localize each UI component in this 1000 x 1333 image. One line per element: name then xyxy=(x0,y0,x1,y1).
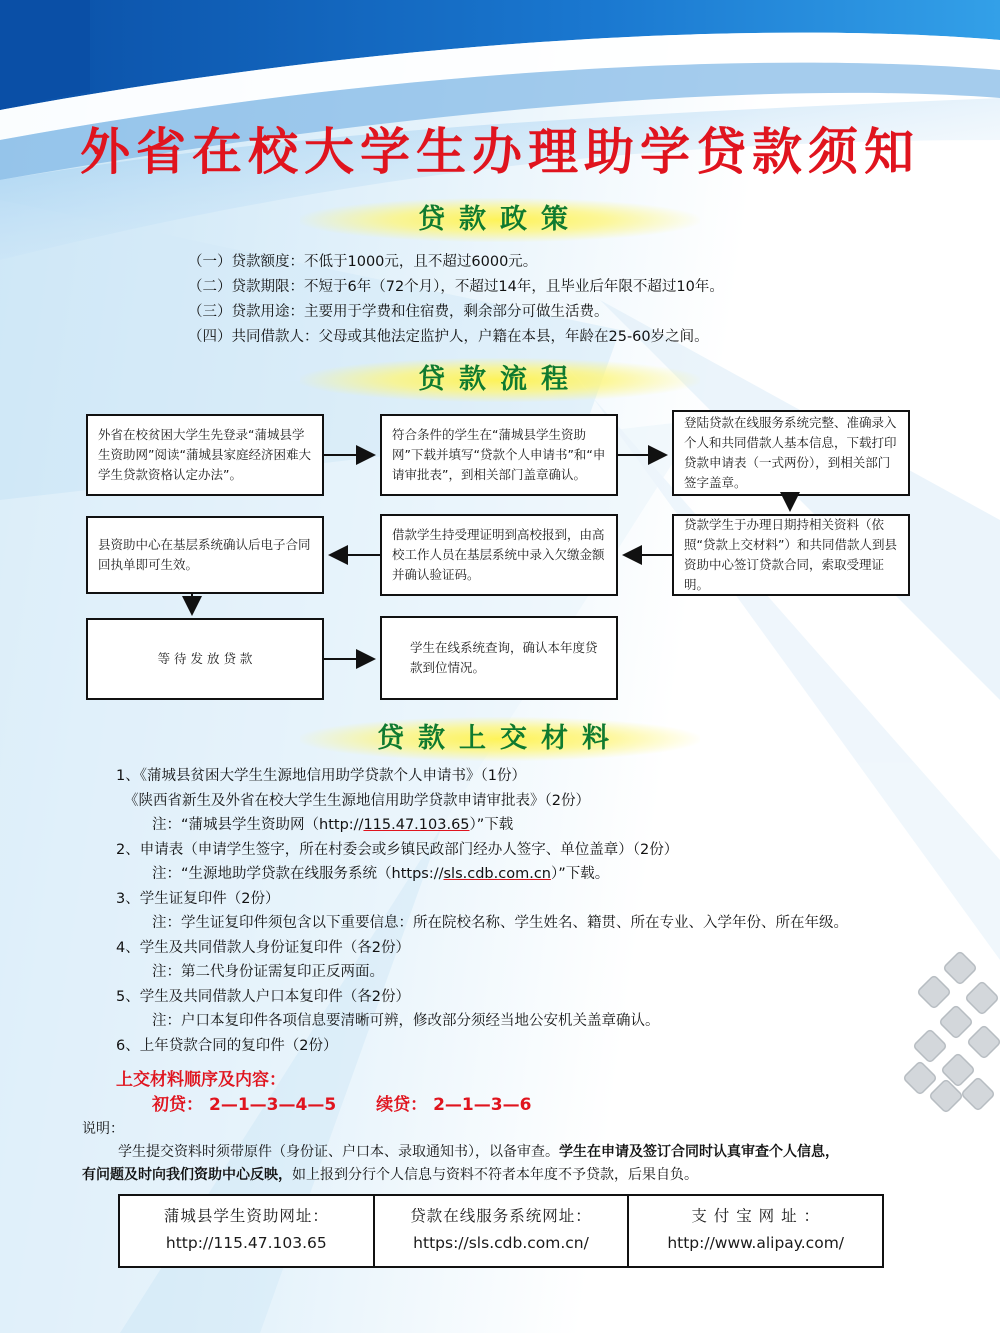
order-sequence xyxy=(152,1090,537,1115)
website-label: 蒲城县学生资助网址： xyxy=(163,1207,329,1225)
material-item: 1、《蒲城县贫困大学生生源地信用助学贷款个人申请书》（1份） xyxy=(116,768,526,784)
note-text: 注：“蒲城县学生资助网（http:// xyxy=(152,817,364,833)
flow-step-text: 借款学生持受理证明到高校报到，由高校工作人员在基层系统中录入欠缴金额并确认验证码。 xyxy=(392,527,605,582)
material-item: 6、上年贷款合同的复印件（2份） xyxy=(116,1037,338,1054)
website-table xyxy=(118,1194,884,1268)
website-url-link[interactable]: http://115.47.103.65 xyxy=(165,1234,327,1252)
website-url-link[interactable]: http://www.alipay.com/ xyxy=(667,1234,845,1252)
explain-text: 如上报到分行个人信息与资料不符者本年度不予贷款，后果自负。 xyxy=(292,1167,698,1183)
note-text: ）”下载。 xyxy=(550,866,610,882)
explain-emphasis: 有问题及时向我们资助中心反映， xyxy=(82,1167,292,1183)
renew-loan-order: 2—1—3—6 xyxy=(433,1095,532,1115)
flow-step-text: 等 待 发 放 贷 款 xyxy=(157,651,253,666)
loan-system-url-link[interactable]: sls.cdb.com.cn xyxy=(443,866,551,882)
material-note: 注：第二代身份证需复印正反两面。 xyxy=(152,964,384,980)
website-label: 贷款在线服务系统网址： xyxy=(410,1207,592,1225)
material-note: 注：户口本复印件各项信息要清晰可辨，修改部分须经当地公安机关盖章确认。 xyxy=(152,1013,660,1029)
flow-step-text: 符合条件的学生在“蒲城县学生资助网”下载并填写“贷款个人申请书”和“申请审批表”，到相关部门盖章确认。 xyxy=(392,427,606,482)
renew-loan-label: 续贷： xyxy=(376,1095,428,1115)
policy-item: （四）共同借款人：父母或其他法定监护人，户籍在本县，年龄在25-60岁之间。 xyxy=(188,329,709,345)
material-item: 《陕西省新生及外省在校大学生生源地信用助学贷款申请审批表》（2份） xyxy=(124,792,590,809)
flow-step-text: 贷款学生于办理日期持相关资料（依照“贷款上交材料”）和共同借款人到县资助中心签订贷款合同，索取受理证明。 xyxy=(684,517,897,592)
website-url-link[interactable]: https://sls.cdb.com.cn/ xyxy=(413,1234,589,1252)
explain-emphasis: 学生在申请及签订合同时认真审查个人信息， xyxy=(559,1144,839,1160)
section-heading-materials: 贷款上交材料 xyxy=(300,717,700,761)
policy-item: （三）贷款用途：主要用于学费和住宿费，剩余部分可做生活费。 xyxy=(188,304,609,320)
order-title: 上交材料顺序及内容： xyxy=(116,1070,286,1090)
section-heading-process: 贷款流程 xyxy=(300,358,700,402)
explain-label: 说明： xyxy=(82,1121,124,1137)
note-text: ）”下载 xyxy=(469,817,514,833)
policy-item: （二）贷款期限：不短于6年（72个月），不超过14年，且毕业后年限不超过10年。 xyxy=(188,279,724,295)
first-loan-label: 初贷： xyxy=(152,1095,203,1115)
flow-step-text: 县资助中心在基层系统确认后电子合同回执单即可生效。 xyxy=(98,537,311,572)
material-item: 2、申请表（申请学生签字，所在村委会或乡镇民政部门经办人签字、单位盖章）（2份） xyxy=(116,841,679,858)
website-label: 支 付 宝 网 址 ： xyxy=(691,1207,820,1225)
flow-step-text: 登陆贷款在线服务系统完整、准确录入个人和共同借款人基本信息，下载打印贷款申请表（一式两份），到相关部门签字盖章。 xyxy=(684,415,897,490)
note-text: 注：“生源地助学贷款在线服务系统（https:// xyxy=(152,866,444,882)
website-cell xyxy=(375,1196,630,1266)
material-item: 4、学生及共同借款人身份证复印件（各2份） xyxy=(116,939,410,956)
material-note xyxy=(116,862,848,887)
materials-list xyxy=(116,764,848,1058)
website-cell xyxy=(629,1196,882,1266)
material-item: 3、学生证复印件（2份） xyxy=(116,890,280,907)
resource-url-link[interactable]: 115.47.103.65 xyxy=(363,817,470,833)
explain-line xyxy=(82,1141,922,1164)
flow-step-text: 外省在校贫困大学生先登录“蒲城县学生资助网”阅读“蒲城县家庭经济困难大学生贷款资格认定办法”。 xyxy=(98,427,311,482)
material-note: 注：学生证复印件须包含以下重要信息：所在院校名称、学生姓名、籍贯、所在专业、入学年份、所在年级。 xyxy=(152,915,848,931)
explain-text: 学生提交资料时须带原件（身份证、户口本、录取通知书），以备审查。 xyxy=(118,1144,559,1160)
explanation xyxy=(82,1118,922,1187)
first-loan-order: 2—1—3—4—5 xyxy=(209,1095,337,1115)
policy-item: （一）贷款额度：不低于1000元，且不超过6000元。 xyxy=(188,254,538,270)
flow-step-text: 学生在线系统查询，确认本年度贷款到位情况。 xyxy=(410,640,598,675)
material-note xyxy=(116,813,848,838)
website-cell xyxy=(120,1196,375,1266)
material-item: 5、学生及共同借款人户口本复印件（各2份） xyxy=(116,988,410,1005)
explain-line xyxy=(82,1164,922,1187)
section-heading-policy: 贷款政策 xyxy=(300,198,700,242)
page-title: 外省在校大学生办理助学贷款须知 xyxy=(80,123,920,181)
